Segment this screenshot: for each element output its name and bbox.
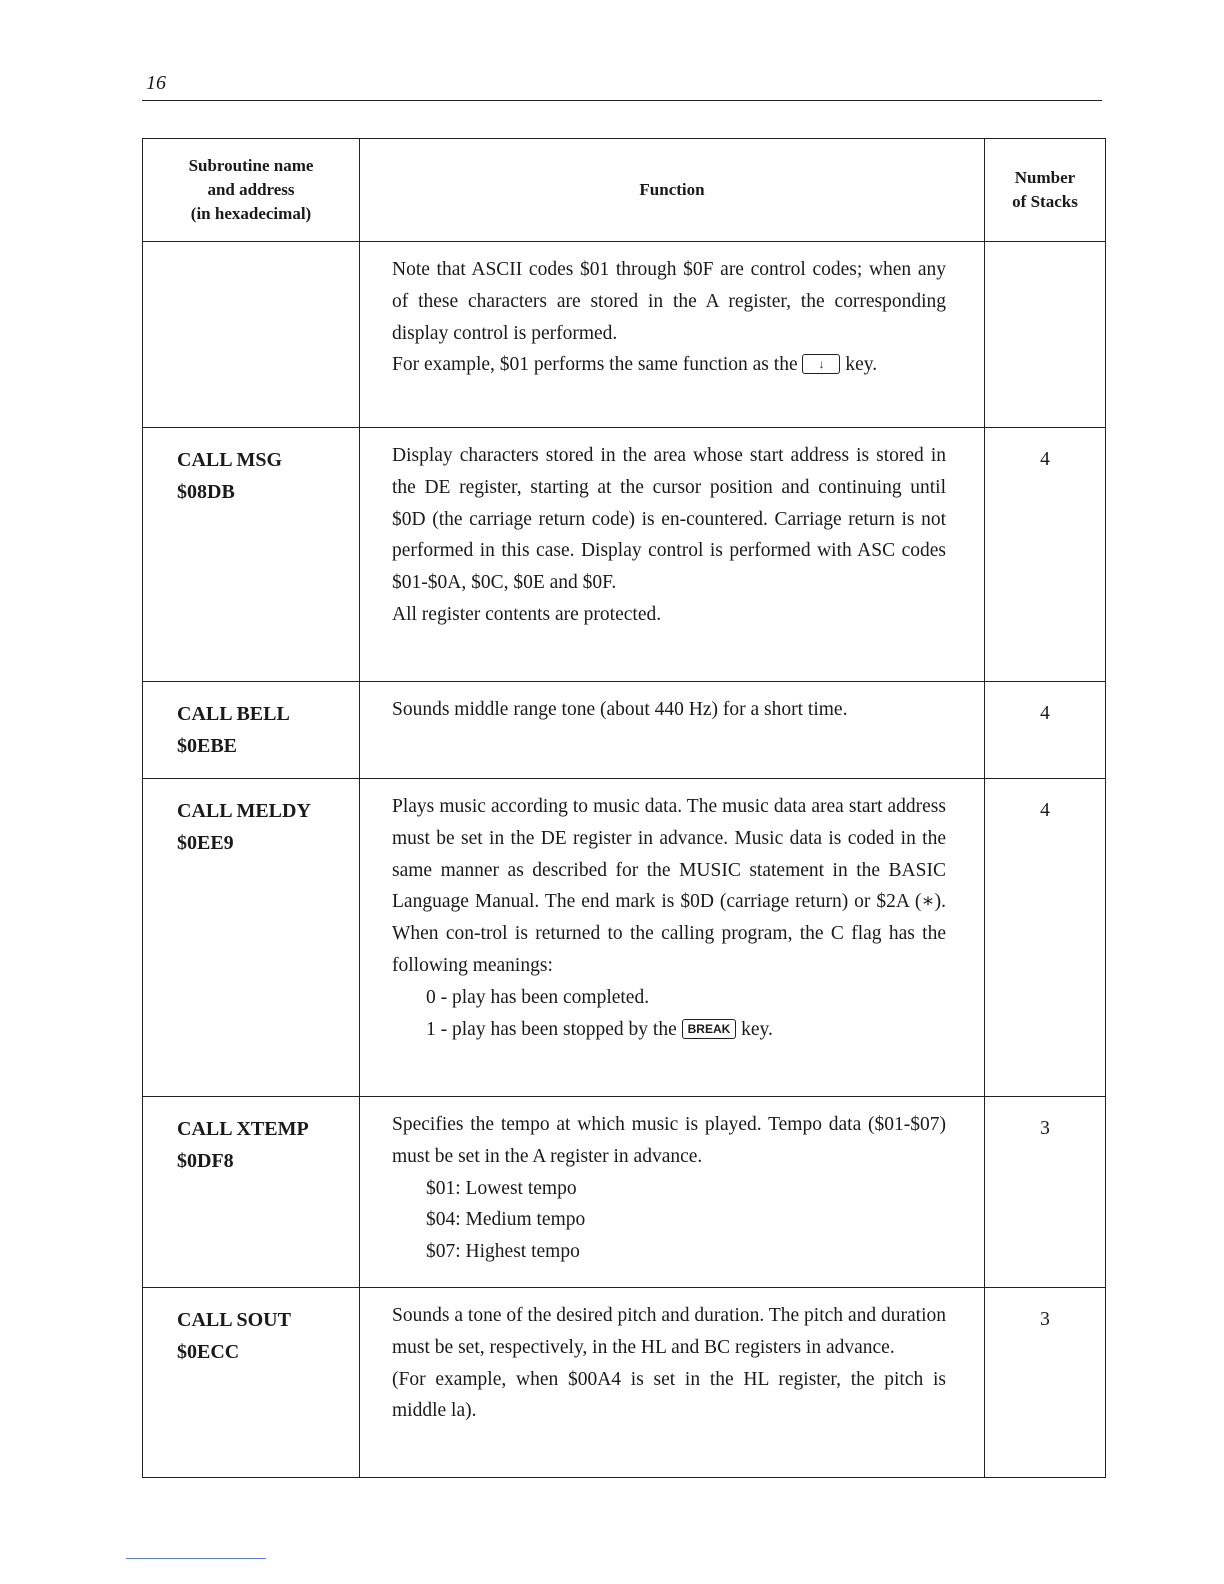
stacks-cell: 4 (985, 428, 1106, 682)
subroutine-name-cell: CALL XTEMP $0DF8 (143, 1097, 360, 1288)
header-subroutine-name: Subroutine name and address (in hexadecimal) (143, 139, 360, 242)
function-cell: Note that ASCII codes $01 through $0F are control codes; when any of these characters are stored in the A register, the corresponding display control is performed. For example, $01 performs the same function as the ↓ key. (360, 242, 985, 428)
break-key-icon: BREAK (682, 1019, 737, 1039)
header-rule (142, 100, 1102, 101)
table-row (143, 1097, 1106, 1288)
stacks-cell: 4 (985, 779, 1106, 1097)
function-cell: Specifies the tempo at which music is played. Tempo data ($01-$07) must be set in the A register in advance. $01: Lowest tempo $04: Medium tempo $07: Highest tempo (360, 1097, 985, 1288)
page-number: 16 (146, 72, 166, 94)
footer-rule (126, 1558, 266, 1559)
stacks-cell: 3 (985, 1288, 1106, 1478)
table-header-row (143, 139, 1106, 242)
subroutine-table (142, 138, 1106, 1478)
down-arrow-key-icon: ↓ (802, 354, 840, 374)
function-cell: Sounds a tone of the desired pitch and duration. The pitch and duration must be set, respectively, in the HL and BC registers in advance. (For example, when $00A4 is set in the HL register, the pitch is middle la). (360, 1288, 985, 1478)
function-cell: Sounds middle range tone (about 440 Hz) for a short time. (360, 682, 985, 779)
name-cell-empty (143, 242, 360, 428)
subroutine-name-cell: CALL SOUT $0ECC (143, 1288, 360, 1478)
table-row (143, 242, 1106, 428)
subroutine-name-cell: CALL BELL $0EBE (143, 682, 360, 779)
table-row (143, 682, 1106, 779)
stacks-cell: 3 (985, 1097, 1106, 1288)
stacks-cell: 4 (985, 682, 1106, 779)
table-row (143, 1288, 1106, 1478)
header-function: Function (360, 139, 985, 242)
table-row (143, 779, 1106, 1097)
subroutine-name-cell: CALL MELDY $0EE9 (143, 779, 360, 1097)
table-row (143, 428, 1106, 682)
subroutine-name-cell: CALL MSG $08DB (143, 428, 360, 682)
stacks-cell-empty (985, 242, 1106, 428)
header-number-of-stacks: Number of Stacks (985, 139, 1106, 242)
function-cell: Plays music according to music data. The music data area start address must be set in the DE register in advance. Music data is coded in the same manner as described for the MUSIC statement in the BASIC Language Manual. The end mark is $0D (carriage return) or $2A (∗). When con-trol is returned to the calling program, the C flag has the following meanings: 0 - play has been completed. 1 - play has been stopped by the BREAK key. (360, 779, 985, 1097)
function-cell: Display characters stored in the area whose start address is stored in the DE register, starting at the cursor position and continuing until $0D (the carriage return code) is en-countered. Carriage return is not performed in this case. Display control is performed with ASC codes $01-$0A, $0C, $0E and $0F. All register contents are protected. (360, 428, 985, 682)
